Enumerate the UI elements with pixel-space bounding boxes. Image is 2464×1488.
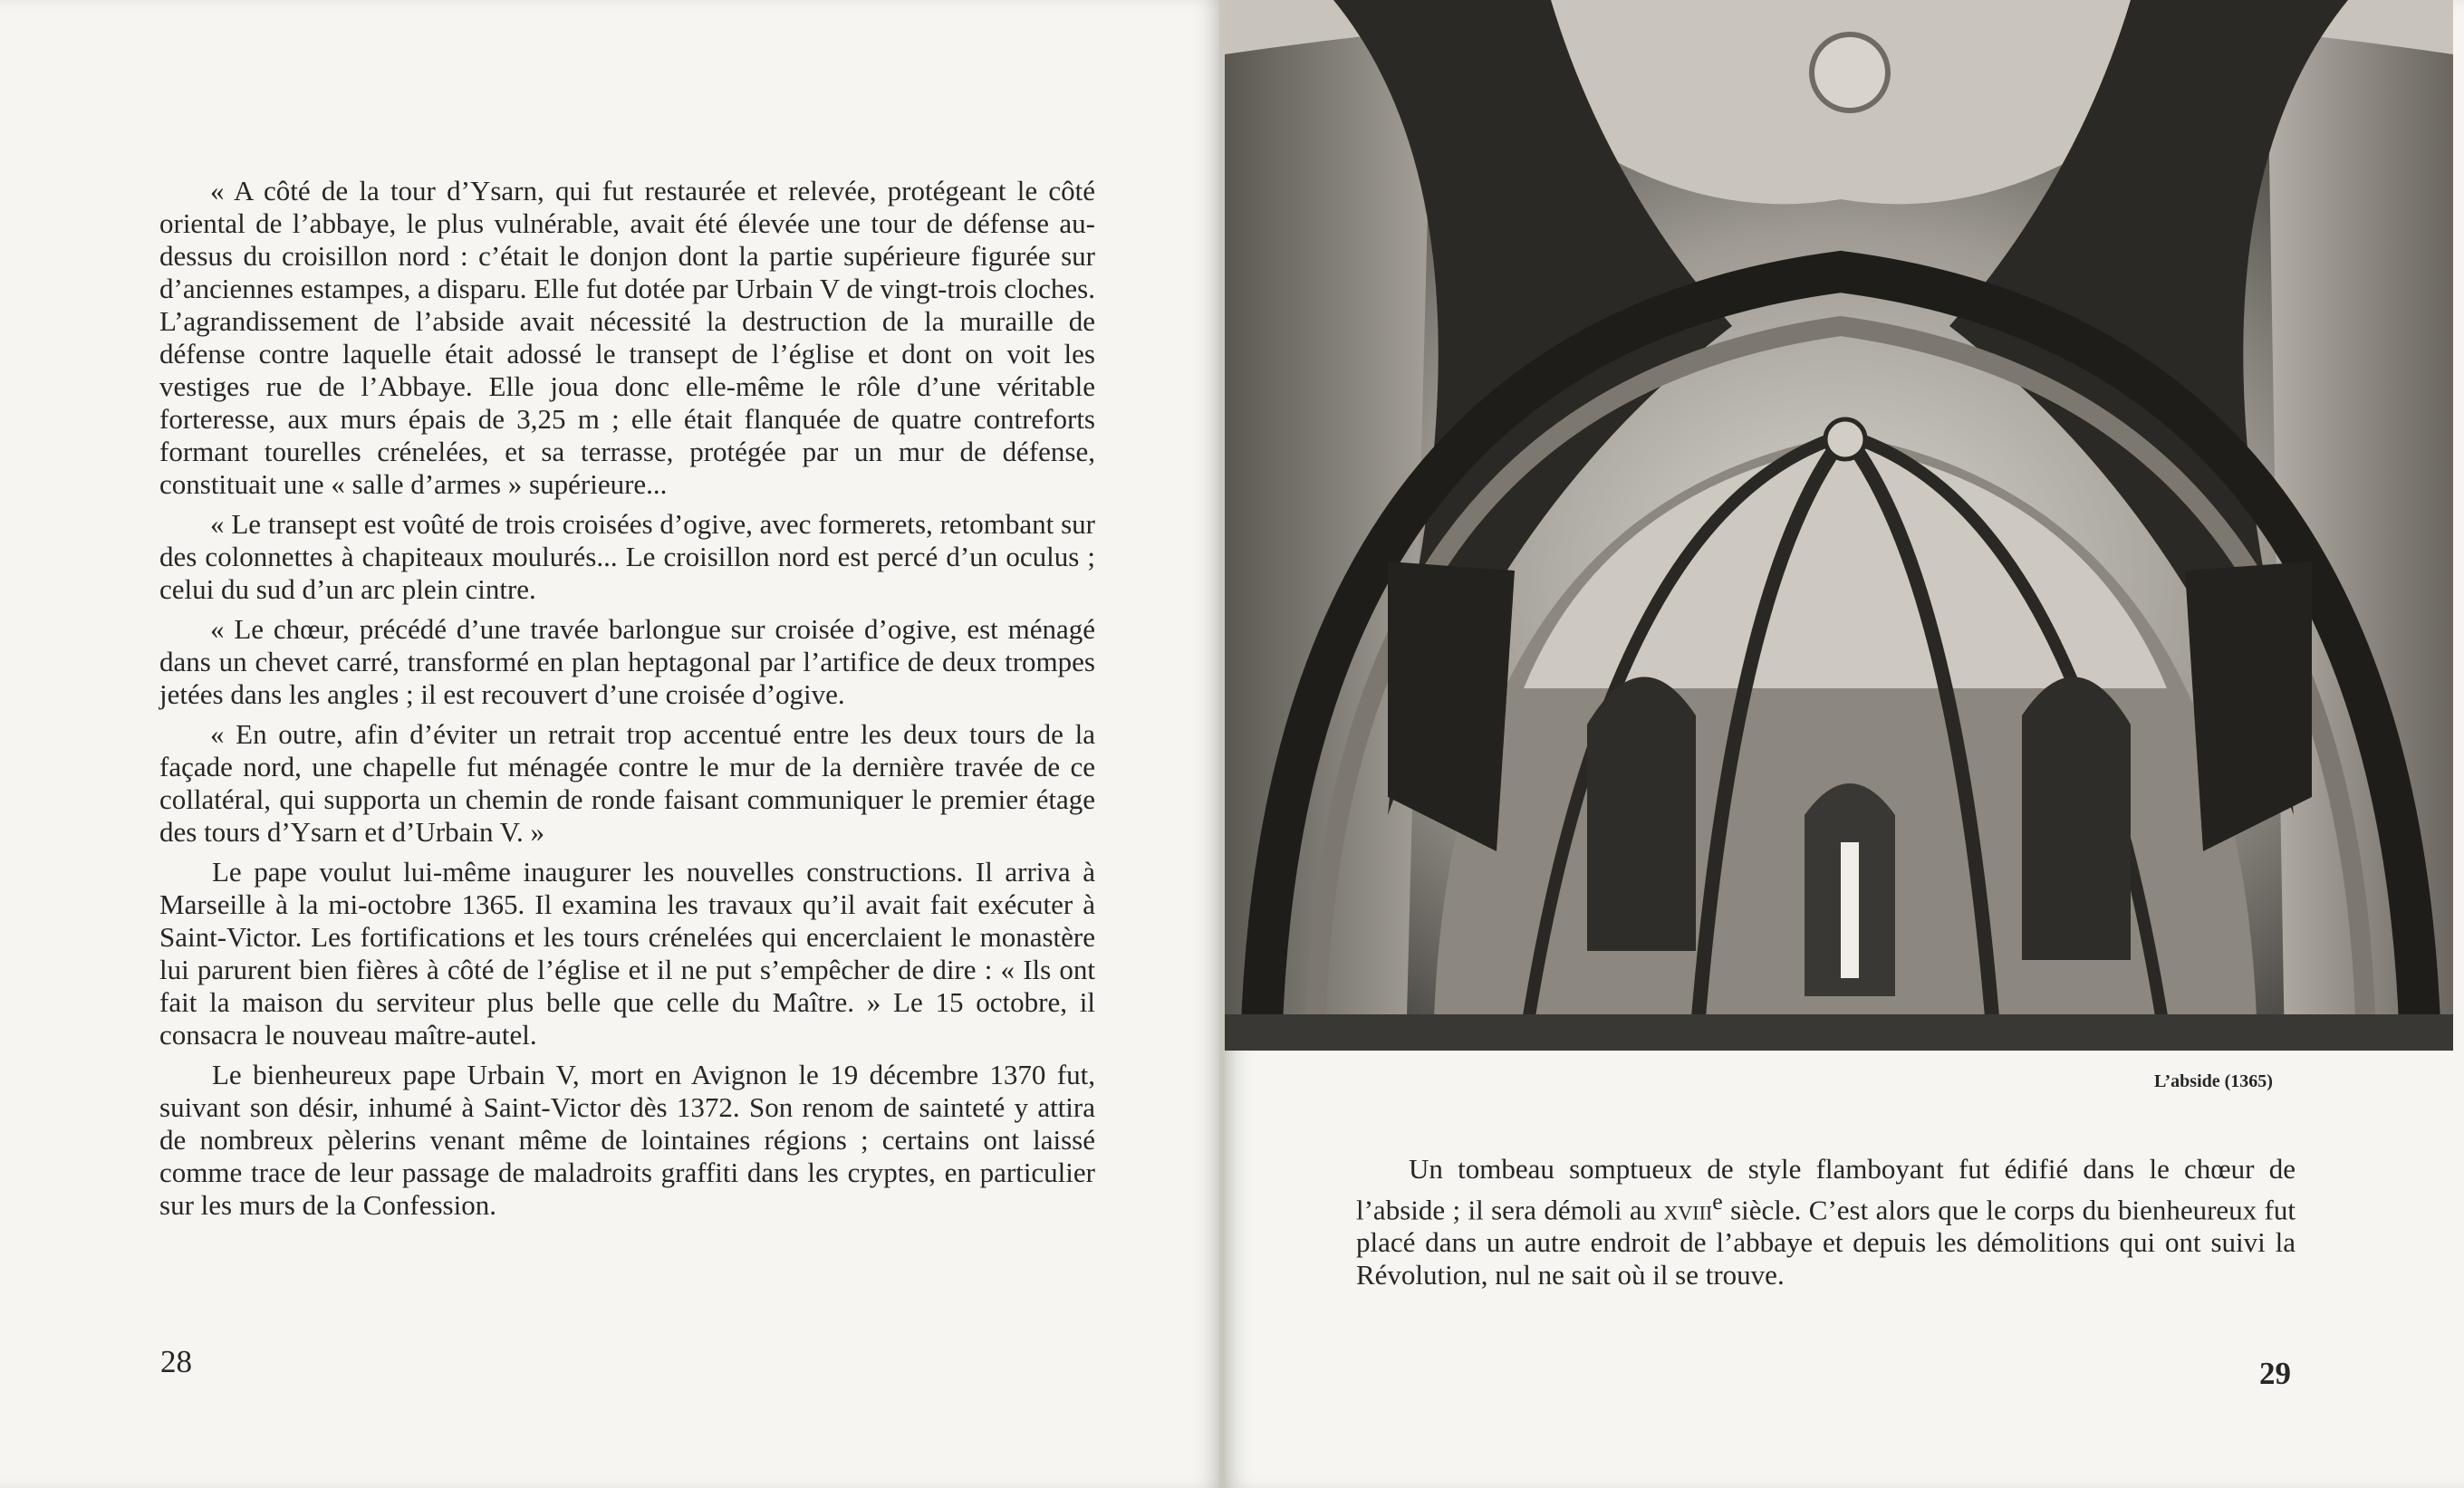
century-suffix: e xyxy=(1712,1188,1723,1214)
left-page xyxy=(0,0,1221,1488)
paragraph: « A côté de la tour d’Ysarn, qui fut restaurée et relevée, protégeant le côté oriental de l’abbaye, le plus vulnérable, avait été élevée une tour de défense au-dessus du croisillon nord : c’était le donjon dont la partie supérieure figurée sur d’anciennes estampes, a disparu. Elle fut dotée par Urbain V de vingt-trois cloches. L’agrandissement de l’abside avait nécessité la destruction de la muraille de défense contre laquelle était adossé le transept de l’église et dont on voit les vestiges rue de l’Abbaye. Elle joua donc elle-même le rôle d’une véritable forteresse, aux murs épais de 3,25 m ; elle était flanquée de quatre contreforts formant tourelles crénelées, et sa terrasse, protégée par un mur de défense, constituait une « salle d’armes » supérieure... xyxy=(159,175,1095,500)
paragraph xyxy=(1356,1153,2296,1291)
paragraph: Le pape voulut lui-même inaugurer les nouvelles constructions. Il arriva à Marseille à la mi-octobre 1365. Il examina les travaux qu’il avait fait exécuter à Saint-Victor. Les fortifications et les tours crénelées qui encerclaient le monastère lui parurent bien fières à côté de l’église et il ne put s’empêcher de dire : « Ils ont fait la maison du serviteur plus belle que celle du Maître. » Le 15 octobre, il consacra le nouveau maître-autel. xyxy=(159,856,1095,1051)
paragraph: Le bienheureux pape Urbain V, mort en Avignon le 19 décembre 1370 fut, suivant son désir, inhumé à Saint-Victor dès 1372. Son renom de sainteté y attira de nombreux pèlerins venant même de lointaines régions ; certains ont laissé comme trace de leur passage de maladroits graffiti dans les cryptes, en particulier sur les murs de la Confession. xyxy=(159,1059,1095,1221)
apse-vault-photo xyxy=(1225,0,2453,1051)
paragraph: « Le chœur, précédé d’une travée barlongue sur croisée d’ogive, est ménagé dans un chevet carré, transformé en plan heptagonal par l’artifice de deux trompes jetées dans les angles ; il est recouvert d’une croisée d’ogive. xyxy=(159,613,1095,710)
photo-caption: L’abside (1365) xyxy=(2154,1071,2273,1091)
paragraph-text: Un tombeau somptueux de style flamboyant fut édifié dans le chœur de l’abside ; il sera démoli au xyxy=(1356,1153,2296,1226)
page-number: 28 xyxy=(160,1344,192,1379)
right-page-body xyxy=(1356,1153,2296,1299)
paragraph: « Le transept est voûté de trois croisées d’ogive, avec formerets, retombant sur des colonnettes à chapiteaux moulurés... Le croisillon nord est percé d’un oculus ; celui du sud d’un arc plein cintre. xyxy=(159,508,1095,605)
paragraph-text: siècle. C’est alors que le corps du bienheureux fut placé dans un autre endroit de l’abbaye et depuis les démolitions qui ont suivi la Révolution, nul ne sait où il se trouve. xyxy=(1356,1194,2296,1291)
left-page-body xyxy=(159,175,1095,1229)
century-numeral: xviii xyxy=(1663,1194,1713,1226)
page-number: 29 xyxy=(2259,1356,2291,1391)
paragraph: « En outre, afin d’éviter un retrait trop accentué entre les deux tours de la façade nord, une chapelle fut ménagée contre le mur de la dernière travée de ce collatéral, qui supporta un chemin de ronde faisant communiquer le premier étage des tours d’Ysarn et d’Urbain V. » xyxy=(159,718,1095,848)
